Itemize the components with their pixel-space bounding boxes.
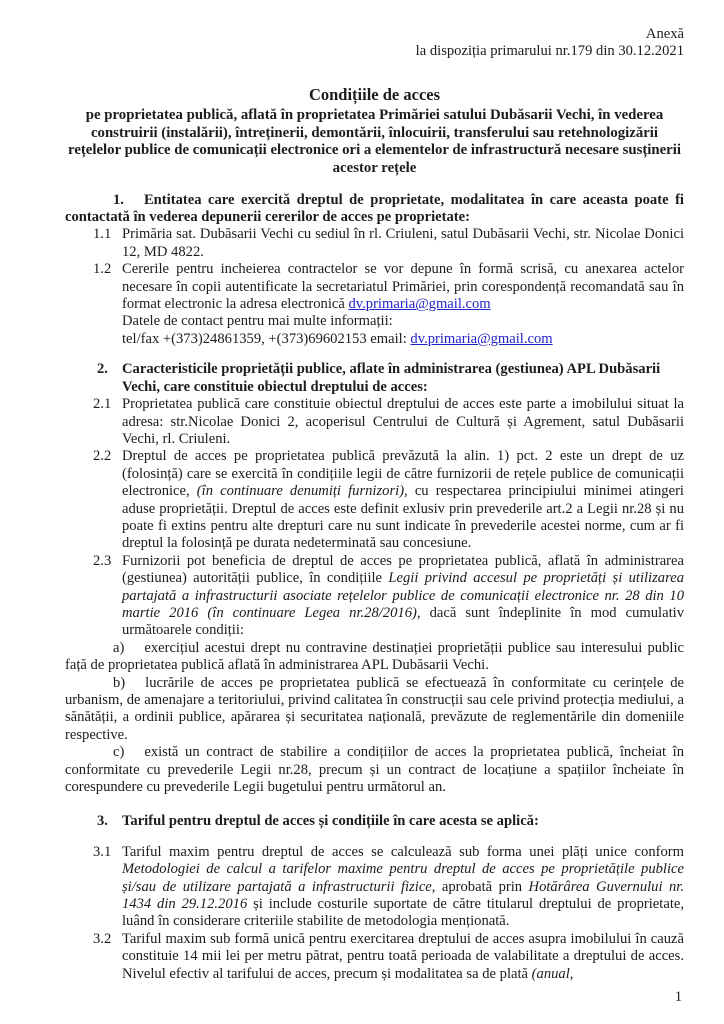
- item-1-2-number: 1.2: [93, 261, 112, 278]
- doc-header: [65, 26, 684, 61]
- section-2-heading: 2. Caracteristicile proprietății publice, aflate în administrarea (gestiunea) APL Dubăsarii Vechi, care constituie obiectul dreptului de acces:: [97, 361, 661, 395]
- item-3-2: 3.2 Tariful maxim sub formă unică pentru exercitarea dreptului de acces asupra imobilului în cauză constituie 14 mii lei per metru pătrat, pentru toată perioada de valabilitate a dreptului de acces. Nivelul efectiv al tarifului de acces, precum și modalitatea sa de plată (anual,: [93, 930, 684, 982]
- item-2-1: 2.1 Proprietatea publică care constituie obiectul dreptului de acces este parte a imobilului situat la adresa: str.Nicolae Donici 2, acoperisul Centrului de Cultură și Agrement, satul Dubăsarii Vechi, rl. Criuleni.: [93, 396, 684, 447]
- annex-label: Anexă: [645, 26, 684, 42]
- item-3-2-number: 3.2: [93, 930, 112, 947]
- page-number: 1: [674, 988, 682, 1005]
- item-3-1: 3.1 Tariful maxim pentru dreptul de acces se calculează sub forma unei plăți unice conform Metodologiei de calcul a tarifelor maxime pentru dreptul de acces pe proprietățile publice și/sau de utilizare partajată a infrastructurii fizice, aprobată prin Hotărârea Guvernului nr. 1434 din 29.12.2016 și include costurile suportate de către titularul dreptului de proprietate, luând în considerare criteriile stabilite de metodologia menționată.: [93, 843, 684, 930]
- item-2-2-number: 2.2: [93, 448, 112, 465]
- item-1-2: 1.2 Cererile pentru incheierea contractelor se vor depune în formă scrisă, cu anexarea actelor necesare în copii autentificate la secretariatul Primăriei, prin corespondență recomandată sau în format electronic la adresa electronică dv.primaria@gmail.com: [93, 261, 684, 313]
- item-2-2: 2.2 Dreptul de acces pe proprietatea publică prevăzută la alin. 1) pct. 2 este un drept de uz (folosință) care se exercită în condițiile legii de către furnizorii de rețele publice de comunicații electronice, (în continuare denumiți furnizori), cu respectarea principiului minimei atingeri aduse proprietății. Dreptul de acces este definit exlusiv prin prevederile art.2 a Legii nr.28 și nu poate fi extins pentru alte drepturi care nu sunt indicate în prevederile acestei norme, cum ar fi dreptul la folosință pe durata nedeterminată sau concesiune.: [93, 448, 684, 552]
- section-1-number: 1.: [113, 191, 124, 208]
- condition-a: a) exercițiul acestui drept nu contravine destinației proprietății publice sau interesului public față de proprietatea publică aflată în administrarea APL Dubăsarii Vechi.: [65, 639, 684, 674]
- section-2-number: 2.: [97, 361, 108, 378]
- telfax-line: tel/fax +(373)24861359, +(373)69602153 email: dv.primaria@gmail.com: [122, 330, 553, 347]
- email-link-2[interactable]: dv.primaria@gmail.com: [410, 330, 553, 347]
- item-2-3: 2.3 Furnizorii pot beneficia de dreptul de acces pe proprietatea publică, aflată în administrarea (gestiunea) autorității publice, în condițiile Legii privind accesul pe proprietăți și utilizarea partajată a infrastructurii asociate rețelelor publice de comunicații electronice nr. 28 din 10 martie 2016 (în continuare Legea nr.28/2016), dacă sunt îndeplinite în mod cumulativ următoarele condiții:: [93, 552, 685, 639]
- item-2-3-number: 2.3: [93, 552, 112, 569]
- disposition-line: la dispoziția primarului nr.179 din 30.12.2021: [415, 43, 684, 60]
- condition-b-letter: b): [113, 674, 126, 691]
- contact-info-line: Datele de contact pentru mai multe informații:: [122, 313, 393, 330]
- condition-c-letter: c): [113, 744, 125, 761]
- item-1-1-number: 1.1: [93, 226, 112, 243]
- item-1-1: 1.1 Primăria sat. Dubăsarii Vechi cu sediul în rl. Criuleni, satul Dubăsarii Vechi, str. Nicolae Donici 12, MD 4822.: [93, 226, 684, 260]
- condition-c: c) există un contract de stabilire a condițiilor de acces la proprietatea publică, încheiat în conformitate cu prevederile Legii nr.28, precum și un contract de locațiune a spațiilor încheiate în corespundere cu prevederile Legii bugetului pentru următorul an.: [65, 744, 684, 796]
- section-1-heading: 1. Entitatea care exercită dreptul de proprietate, modalitatea în care aceasta poate fi contactată în vederea depunerii cererilor de acces pe proprietate:: [65, 191, 684, 226]
- item-2-1-number: 2.1: [93, 396, 112, 413]
- condition-a-letter: a): [113, 639, 125, 656]
- section-3-heading: 3. Tariful pentru dreptul de acces și condițiile în care acesta se aplică:: [97, 813, 539, 830]
- email-link[interactable]: dv.primaria@gmail.com: [348, 296, 491, 313]
- condition-b: b) lucrările de acces pe proprietatea publică se efectuează în conformitate cu cerințele de urbanism, de amenajare a teritoriului, privind calitatea în construcții sau cele privind protecția mediului, a sănătății, a ordinii publice, apărarea și securitatea națională, prevăzute de reglementările din domeniile respective.: [65, 674, 684, 743]
- doc-title: Condițiile de acces: [308, 84, 441, 104]
- doc-subtitle: pe proprietatea publică, aflată în proprietatea Primăriei satului Dubăsarii Vechi, în vederea construirii (instalării), întreținerii, demontării, înlocuirii, transferului sau retehnologizării rețelelor publice de comunicații electronice ori a elementelor de infrastructură necesare susținerii acestor rețele: [68, 106, 681, 176]
- section-3-number: 3.: [97, 813, 108, 830]
- item-3-1-number: 3.1: [93, 843, 112, 860]
